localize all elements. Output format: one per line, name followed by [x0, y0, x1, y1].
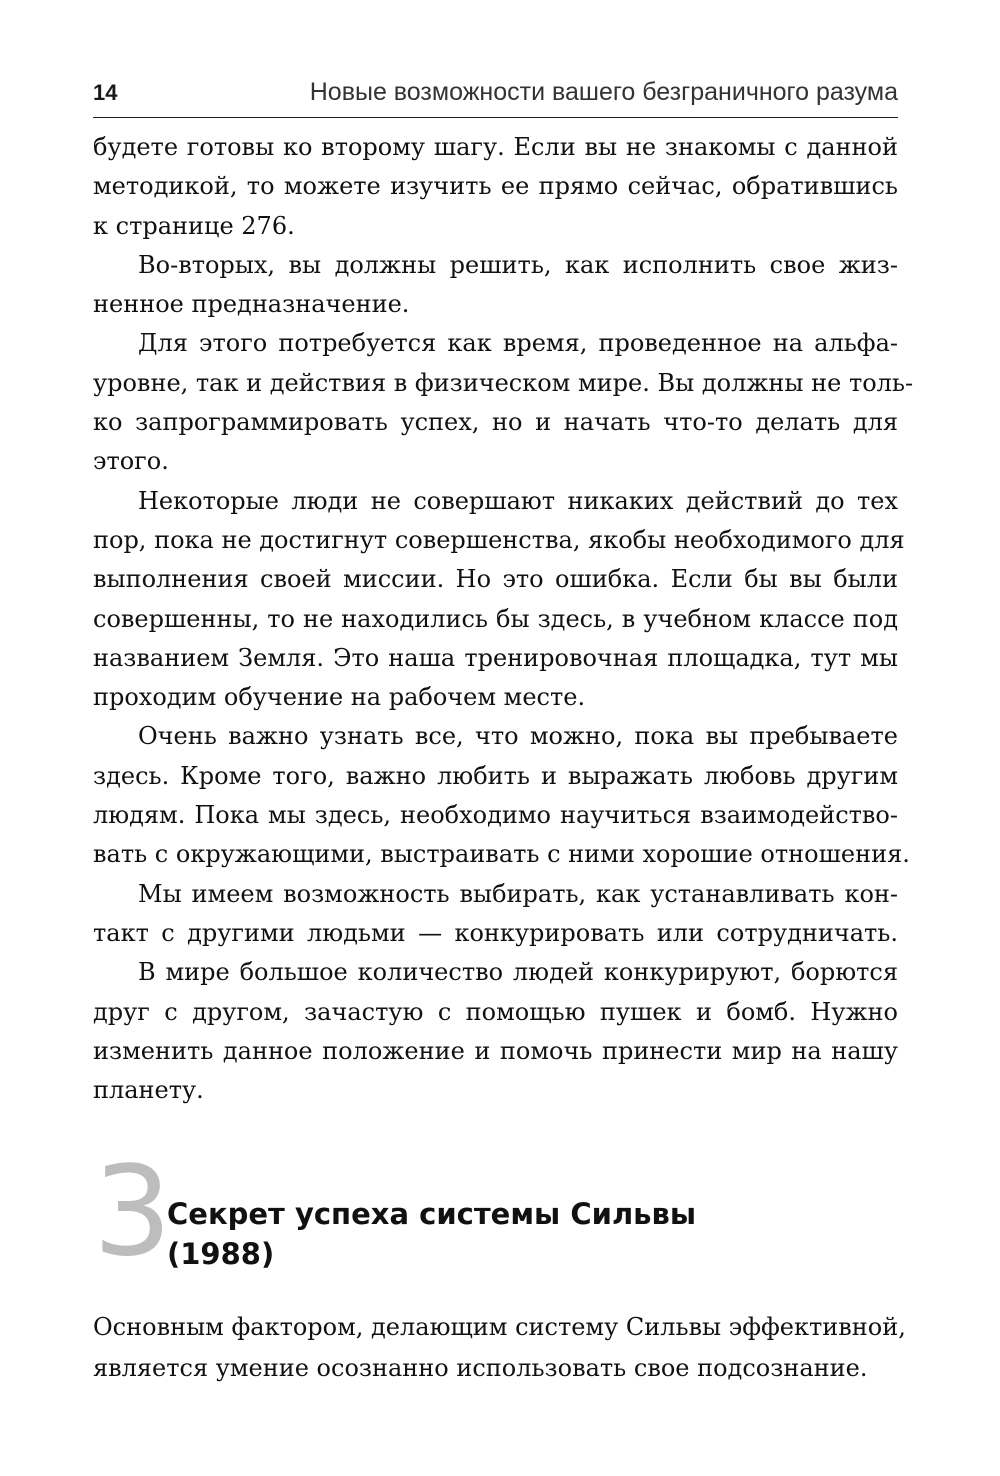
text-line: изменить данное положение и помочь принести мир на нашу: [93, 1036, 898, 1065]
section-title-line: (1988): [167, 1237, 275, 1271]
text-line: будете готовы ко второму шагу. Если вы не знакомы с данной: [93, 133, 898, 161]
header-divider: [93, 117, 898, 118]
text-line: Некоторые люди не совершают никаких действий до тех: [138, 486, 898, 515]
text-line: планету.: [93, 1076, 204, 1105]
text-line: Основным фактором, делающим систему Сильвы эффективной,: [93, 1313, 906, 1341]
paragraph: [93, 1307, 906, 1389]
running-header-title: Новые возможности вашего безграничного разума: [309, 78, 898, 106]
text-line: совершенны, то не находились бы здесь, в учебном классе под: [93, 604, 898, 633]
text-line: выполнения своей миссии. Но это ошибка. Если бы вы были: [93, 565, 898, 594]
text-line: этого.: [93, 447, 169, 476]
section-intro: [93, 1307, 906, 1389]
section-heading: [93, 1140, 898, 1284]
text-line: вать с окружающими, выстраивать с ними хорошие отношения.: [93, 840, 910, 869]
paragraph: [93, 482, 905, 718]
text-line: названием Земля. Это наша тренировочная площадка, тут мы: [93, 643, 898, 672]
text-line: является умение осознанно использовать свое подсознание.: [93, 1354, 868, 1382]
page-number: 14: [93, 80, 118, 105]
paragraph: [93, 246, 898, 325]
text-line: друг с другом, зачастую с помощью пушек и бомб. Нужно: [93, 997, 898, 1026]
paragraph: [93, 953, 898, 1110]
text-line: методикой, то можете изучить ее прямо сейчас, обратившись: [93, 172, 898, 201]
text-line: Мы имеем возможность выбирать, как устанавливать кон-: [138, 879, 898, 908]
text-line: В мире большое количество людей конкурируют, борются: [138, 958, 898, 987]
text-line: пор, пока не достигнут совершенства, якобы необходимого для: [93, 525, 905, 554]
text-line: ко запрограммировать успех, но и начать что-то делать для: [93, 408, 898, 437]
text-line: Во-вторых, вы должны решить, как исполнить свое жиз-: [138, 250, 898, 279]
text-line: такт с другими людьми — конкурировать или сотрудничать.: [93, 918, 898, 947]
section-title-line: Секрет успеха системы Сильвы: [167, 1197, 697, 1231]
paragraph: [93, 717, 910, 874]
paragraph: [93, 324, 914, 481]
text-line: проходим обучение на рабочем месте.: [93, 683, 586, 712]
text-line: людям. Пока мы здесь, необходимо научиться взаимодейство-: [93, 801, 898, 830]
section-number: 3: [93, 1140, 172, 1284]
text-line: ненное предназначение.: [93, 290, 410, 319]
section-title: [167, 1194, 696, 1274]
paragraph: [93, 875, 898, 954]
body-text: [93, 128, 914, 1110]
text-line: уровне, так и действия в физическом мире. Вы должны не толь-: [93, 368, 914, 397]
running-header: [93, 78, 898, 116]
text-line: здесь. Кроме того, важно любить и выражать любовь другим: [93, 761, 898, 790]
text-line: к странице 276.: [93, 211, 295, 240]
paragraph: [93, 128, 898, 246]
text-line: Для этого потребуется как время, проведенное на альфа-: [138, 329, 898, 358]
text-line: Очень важно узнать все, что можно, пока вы пребываете: [138, 722, 898, 751]
